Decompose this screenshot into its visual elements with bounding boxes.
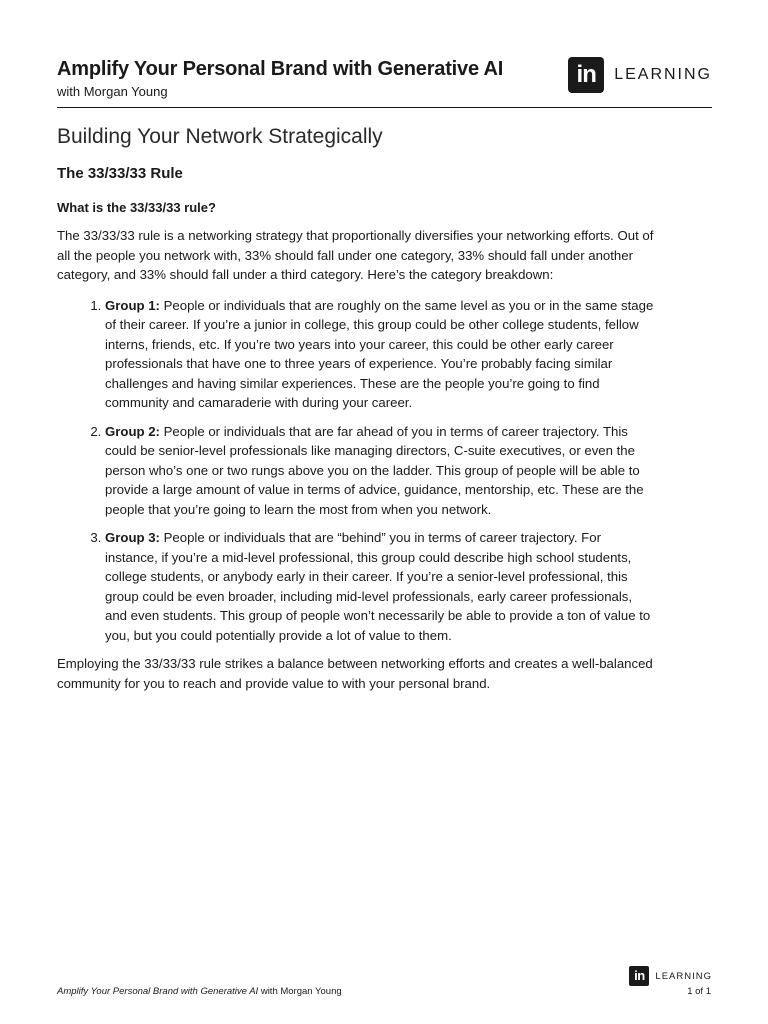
linkedin-in-icon: in: [568, 57, 604, 93]
header-divider: [57, 107, 712, 108]
subtitle: The 33/33/33 Rule: [57, 165, 183, 182]
linkedin-learning-logo: [568, 57, 712, 93]
footer-course-title: Amplify Your Personal Brand with Generative AI: [57, 986, 259, 997]
intro-paragraph: The 33/33/33 rule is a networking strategy that proportionally diversifies your networking efforts. Out of all the people you network with, 33% should fall under one category, 33% should fall under another category, and 33% should fall under a third category. Here’s the category breakdown:: [57, 228, 654, 282]
logo-wordmark: LEARNING: [614, 66, 712, 83]
conclusion-paragraph: Employing the 33/33/33 rule strikes a balance between networking efforts and creates a well-balanced community for you to reach and provide value to with your personal brand.: [57, 656, 653, 691]
page-number: 1 of 1: [687, 986, 711, 997]
list-item-group-2: [105, 422, 657, 520]
group-label: Group 2:: [105, 423, 160, 439]
footer-logo-wordmark: LEARNING: [655, 970, 712, 982]
document-header: [57, 56, 712, 100]
section-title: Building Your Network Strategically: [57, 125, 383, 148]
course-title: Amplify Your Personal Brand with Generative AI: [57, 58, 504, 80]
document-body: [57, 122, 657, 693]
footer-linkedin-learning-logo: [629, 966, 712, 986]
footer-course-credit: [57, 986, 342, 997]
group-label: Group 1:: [105, 297, 160, 313]
groups-list: [57, 296, 657, 646]
list-item-group-1: [105, 296, 657, 413]
linkedin-in-icon: in: [629, 966, 649, 986]
list-item-group-3: [105, 528, 657, 645]
group-text: People or individuals that are roughly on the same level as you or in the same stage of their career. If you’re a junior in college, this group could be other college students, fellow interns, friends, etc. If you’re two years into your career, this could be other early career professionals that have one to three years of experience. You’re probably facing similar challenges and having similar experiences. These are the people you’re going to find community and camaraderie with during your career.: [105, 297, 654, 410]
group-label: Group 3:: [105, 530, 160, 545]
author-byline: with Morgan Young: [57, 84, 168, 99]
group-text: People or individuals that are “behind” you in terms of career trajectory. For instance, if you’re a mid-level professional, this group could describe high school students, college students, or anybody early in their career. If you’re a senior-level professional, this group could be even broader, including mid-level professionals, early career professionals, and even students. This group of people won’t necessarily be able to provide a ton of value to you, but you could potentially provide a lot of value to them.: [105, 530, 651, 643]
question-heading: What is the 33/33/33 rule?: [57, 200, 216, 215]
group-text: People or individuals that are far ahead of you in terms of career trajectory. This could be senior-level professionals like managing directors, C-suite executives, or even the person who’s one or two rungs above you on the ladder. This group of people will be able to provide a large amount of value in terms of advice, guidance, mentorship, etc. These are the people that you’re going to learn the most from when you network.: [105, 423, 644, 517]
footer-byline: with Morgan Young: [258, 986, 342, 997]
